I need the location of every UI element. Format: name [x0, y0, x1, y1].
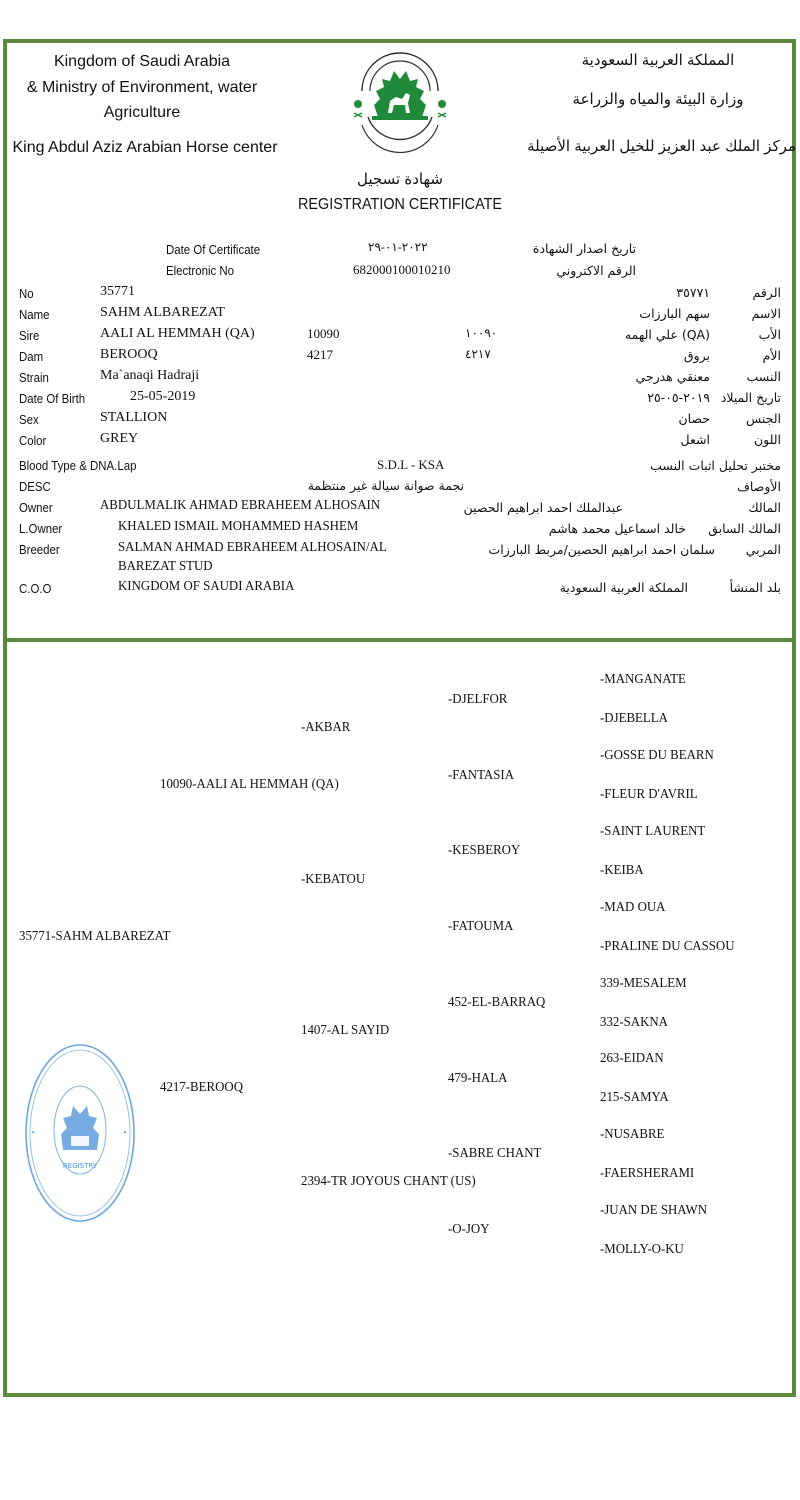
pedigree-gen4: -DJEBELLA: [600, 711, 668, 726]
registry-stamp-icon: [23, 1042, 137, 1224]
pedigree-gen4: -GOSSE DU BEARN: [600, 748, 714, 763]
field-value-ar: اشعل: [680, 432, 710, 447]
field-number-ar: ٤٢١٧: [465, 347, 491, 361]
field-label-ar: الرقم: [752, 285, 781, 300]
field-value-ar: ٢٠١٩-٠٥-٢٥: [647, 390, 710, 405]
field-value: BEROOQ: [100, 347, 158, 362]
field-label-ar: الجنس: [745, 411, 781, 426]
header-en-line4: King Abdul Aziz Arabian Horse center: [12, 139, 278, 156]
field-label-ar: الاسم: [751, 306, 781, 321]
breeder-value-line2: BAREZAT STUD: [118, 559, 213, 574]
pedigree-gen4: -SAINT LAURENT: [600, 824, 706, 839]
pedigree-gen4: 339-MESALEM: [600, 976, 687, 991]
field-label-ar: الأم: [762, 348, 781, 363]
blood-type-value: S.D.L - KSA: [377, 457, 445, 472]
field-value: Ma`anaqi Hadraji: [100, 368, 200, 383]
pedigree-gen4: -FLEUR D'AVRIL: [600, 787, 698, 802]
pedigree-gen4: -PRALINE DU CASSOU: [600, 939, 735, 954]
electronic-no-label: Electronic No: [166, 263, 235, 278]
pedigree-horse: 35771-SAHM ALBAREZAT: [19, 929, 171, 944]
pedigree-gen3: -FANTASIA: [448, 768, 514, 783]
date-certificate-value: ٢٠٢٢-٠١-٢٩: [368, 240, 428, 254]
field-number: 10090: [307, 326, 340, 341]
owner-label-ar: المالك: [748, 500, 781, 515]
field-value: GREY: [100, 431, 139, 446]
owner-value-ar: عبدالملك احمد ابراهيم الحصين: [463, 500, 623, 515]
svg-text:✦: ✦: [31, 1130, 36, 1136]
pedigree-gen2: 1407-AL SAYID: [301, 1023, 390, 1038]
field-label: Date Of Birth: [19, 391, 86, 406]
coo-value: KINGDOM OF SAUDI ARABIA: [118, 579, 295, 594]
pedigree-gen1: 10090-AALI AL HEMMAH (QA): [160, 777, 339, 792]
pedigree-gen3: 479-HALA: [448, 1071, 508, 1086]
pedigree-gen3: -FATOUMA: [448, 919, 514, 934]
blood-type-label-ar: مختبر تحليل اثبات النسب: [650, 458, 781, 473]
blood-type-label: Blood Type & DNA.Lap: [19, 458, 137, 473]
l-owner-label: L.Owner: [19, 521, 63, 536]
field-value-ar: (QA) علي الهمه: [624, 327, 710, 342]
pedigree-gen4: -MOLLY-O-KU: [600, 1242, 684, 1257]
pedigree-gen4: -MAD OUA: [600, 900, 666, 915]
date-certificate-label: Date Of Certificate: [166, 242, 261, 257]
field-value: 35771: [100, 284, 135, 299]
section-divider: [3, 638, 796, 642]
field-label: Color: [19, 433, 47, 448]
pedigree-gen4: 215-SAMYA: [600, 1090, 669, 1105]
desc-value-ar: نجمة صوانة سيالة غير منتظمة: [307, 478, 464, 493]
header-ar-line1: المملكة العربية السعودية: [581, 52, 735, 69]
pedigree-gen3: -SABRE CHANT: [448, 1146, 542, 1161]
emblem-horse-palm-icon: [348, 47, 452, 169]
pedigree-gen3: 452-EL-BARRAQ: [448, 995, 546, 1010]
pedigree-gen3: -O-JOY: [448, 1222, 490, 1237]
field-label-ar: الأب: [758, 327, 781, 342]
field-label: Name: [19, 307, 50, 322]
pedigree-gen2: -AKBAR: [301, 720, 351, 735]
field-value: AALI AL HEMMAH (QA): [100, 326, 255, 341]
field-value-ar: ٣٥٧٧١: [676, 285, 710, 300]
field-value-ar: حصان: [678, 411, 710, 426]
title-arabic: شهادة تسجيل: [357, 171, 443, 188]
field-label: Sex: [19, 412, 39, 427]
owner-label: Owner: [19, 500, 53, 515]
breeder-label: Breeder: [19, 542, 60, 557]
field-value-ar: معنقي هدرجي: [635, 369, 710, 384]
field-value: 25-05-2019: [130, 389, 196, 404]
field-label: Strain: [19, 370, 49, 385]
l-owner-label-ar: المالك السابق: [708, 521, 781, 536]
l-owner-value: KHALED ISMAIL MOHAMMED HASHEM: [118, 519, 359, 534]
field-number-ar: ١٠٠٩٠: [465, 326, 498, 340]
pedigree-gen1: 4217-BEROOQ: [160, 1080, 244, 1095]
pedigree-gen4: 332-SAKNA: [600, 1015, 668, 1030]
pedigree-gen4: -FAERSHERAMI: [600, 1166, 695, 1181]
pedigree-gen4: -JUAN DE SHAWN: [600, 1203, 708, 1218]
pedigree-gen4: -NUSABRE: [600, 1127, 665, 1142]
coo-label-ar: بلد المنشأ: [729, 580, 781, 595]
pedigree-gen3: -DJELFOR: [448, 692, 508, 707]
date-certificate-label-ar: تاريخ اصدار الشهادة: [532, 241, 636, 256]
pedigree-gen2: 2394-TR JOYOUS CHANT (US): [301, 1174, 476, 1189]
breeder-label-ar: المربي: [745, 542, 781, 557]
desc-label-ar: الأوصاف: [736, 479, 781, 494]
field-label-ar: النسب: [746, 369, 781, 384]
breeder-value-line1: SALMAN AHMAD EBRAHEEM ALHOSAIN/AL: [118, 540, 387, 555]
electronic-no-label-ar: الرقم الاكتروني: [556, 263, 636, 278]
header-en-line2: & Ministry of Environment, water: [26, 79, 258, 96]
svg-text:✦: ✦: [123, 1130, 128, 1136]
header-en-line3: Agriculture: [103, 104, 181, 121]
header-ar-line3: مركز الملك عبد العزيز للخيل العربية الأصيلة: [527, 138, 796, 155]
field-number: 4217: [307, 347, 333, 362]
field-label: Dam: [19, 349, 44, 364]
l-owner-value-ar: خالد اسماعيل محمد هاشم: [548, 521, 686, 536]
header-ar-line2: وزارة البيئة والمياه والزراعة: [572, 91, 744, 108]
pedigree-gen4: -KEIBA: [600, 863, 644, 878]
coo-label: C.O.O: [19, 581, 52, 596]
title-english: REGISTRATION CERTIFICATE: [297, 196, 503, 213]
field-label-ar: اللون: [753, 432, 781, 447]
field-value-ar: سهم البارزات: [639, 306, 710, 321]
field-value: SAHM ALBAREZAT: [100, 305, 225, 320]
header-en-line1: Kingdom of Saudi Arabia: [53, 53, 231, 70]
pedigree-gen3: -KESBEROY: [448, 843, 521, 858]
owner-value: ABDULMALIK AHMAD EBRAHEEM ALHOSAIN: [100, 498, 381, 513]
stamp-center-text: REGISTRY: [62, 1162, 98, 1170]
pedigree-gen4: -MANGANATE: [600, 672, 686, 687]
pedigree-gen2: -KEBATOU: [301, 872, 366, 887]
breeder-value-ar: سلمان احمد ابراهيم الحصين/مربط البارزات: [488, 542, 715, 557]
field-label-ar: تاريخ الميلاد: [720, 390, 781, 405]
field-label: No: [19, 286, 34, 301]
electronic-no-value: 682000100010210: [353, 262, 451, 277]
field-label: Sire: [19, 328, 40, 343]
field-value: STALLION: [100, 410, 168, 425]
pedigree-gen4: 263-EIDAN: [600, 1051, 664, 1066]
desc-label: DESC: [19, 479, 51, 494]
field-value-ar: بروق: [683, 348, 710, 363]
coo-value-ar: المملكة العربية السعودية: [559, 580, 688, 595]
